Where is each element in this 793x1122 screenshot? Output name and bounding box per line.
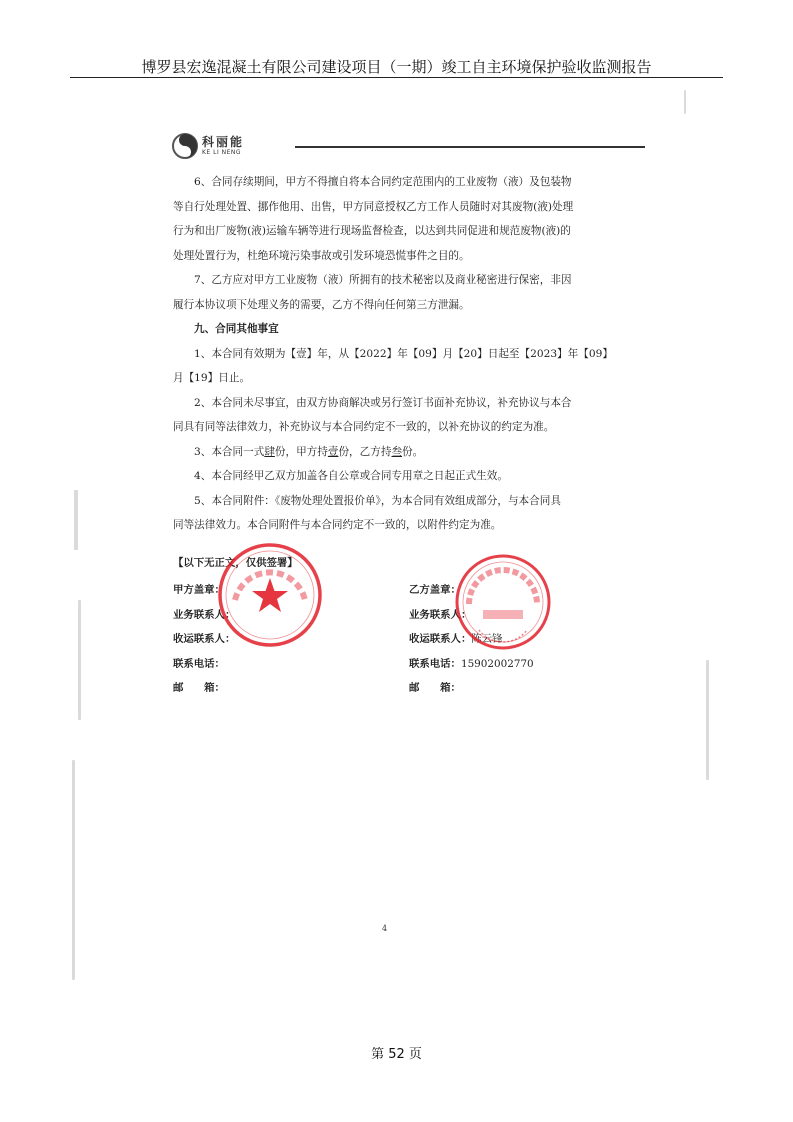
- party-b-phone-value: 15902002770: [460, 657, 534, 670]
- term-5-line-1: 5、本合同附件：《废物处理处置报价单》，为本合同有效组成部分，与本合同具: [194, 494, 561, 507]
- clause-7-line-1: 7、乙方应对甲方工业废物（液）所拥有的技术秘密以及商业秘密进行保密，非因: [194, 274, 572, 286]
- term-3-mid-1: 份，甲方持: [274, 445, 328, 458]
- term-2-line-1: 2、本合同未尽事宜，由双方协商解决或另行签订书面补充协议，补充协议与本合: [194, 396, 572, 409]
- report-page-number: 第 52 页: [371, 1047, 422, 1062]
- party-a-seal-label: 甲方盖章：: [173, 584, 225, 596]
- party-b-email-label: 邮 箱：: [409, 682, 461, 694]
- clause-6-line-4: 处理处置行为，杜绝环境污染事故或引发环境恐慌事件之目的。: [173, 249, 470, 262]
- contract-page-number: 4: [382, 924, 388, 933]
- party-b-collection-contact-value: 陈云锋: [471, 633, 503, 645]
- term-1-line-1: 1、本合同有效期为【壹】年，从【2022】年【09】月【20】日起至【2023】年【09】: [194, 347, 613, 360]
- party-a-email-label: 邮 箱：: [173, 682, 225, 694]
- party-b-collection-contact-label: 收运联系人：: [409, 633, 472, 645]
- scan-speckle: [706, 660, 709, 780]
- party-a-collection-contact-label: 收运联系人：: [173, 633, 236, 645]
- header-divider: [70, 77, 723, 78]
- contract-body: [173, 170, 618, 538]
- clause-6-line-1: 6、合同存续期间，甲方不得擅自将本合同约定范围内的工业废物（液）及包装物: [194, 176, 572, 188]
- party-b-email-row: [409, 676, 534, 701]
- party-a-business-contact-label: 业务联系人：: [173, 608, 236, 621]
- party-b-phone-row: [409, 652, 534, 677]
- signature-block: [173, 554, 643, 704]
- term-3-pre: 3、本合同一式: [194, 445, 265, 458]
- party-b-business-contact-label: 业务联系人：: [409, 608, 472, 621]
- logo-swirl-icon: [171, 132, 199, 160]
- party-b-seal-label: 乙方盖章：: [409, 584, 461, 596]
- party-a-phone-row: [173, 652, 235, 677]
- signature-heading: 【以下无正文，仅供签署】: [173, 557, 298, 569]
- term-3-post: 份。: [402, 445, 424, 458]
- term-4: 4、本合同经甲乙双方加盖各自公章或合同专用章之日起正式生效。: [194, 470, 508, 482]
- term-3-copies-a: 壹: [327, 445, 339, 458]
- clause-6-line-2: 等自行处理处置、挪作他用、出售，甲方同意授权乙方工作人员随时对其废物(液)处理: [173, 200, 574, 213]
- logo-chinese-name: 科丽能: [202, 135, 245, 149]
- party-a-phone-label: 联系电话：: [173, 657, 225, 670]
- report-header-title: 博罗县宏逸混凝土有限公司建设项目（一期）竣工自主环境保护验收监测报告: [141, 58, 652, 76]
- term-3-copies-b: 叁: [391, 445, 403, 458]
- scanned-contract-page: [165, 126, 645, 946]
- scan-speckle: [72, 760, 75, 980]
- term-3-mid-2: 份，乙方持: [338, 445, 392, 458]
- scan-speckle: [74, 490, 78, 550]
- logo-english-name: KE LI NENG: [202, 149, 242, 156]
- scan-speckle: [78, 600, 81, 720]
- scan-speckle: [684, 90, 686, 114]
- party-b-company-seal: [453, 552, 553, 652]
- term-5-line-2: 同等法律效力。本合同附件与本合同约定不一致的，以附件约定为准。: [173, 519, 502, 531]
- party-a-email-row: [173, 676, 235, 701]
- term-3-copies-total: 肆: [264, 445, 275, 458]
- clause-7-line-2: 履行本协议项下处理义务的需要，乙方不得向任何第三方泄漏。: [173, 298, 470, 311]
- letterhead-divider: [295, 146, 645, 148]
- party-b-phone-label: 联系电话：: [409, 657, 461, 670]
- party-a-company-seal: [215, 540, 325, 650]
- term-2-line-2: 同具有同等法律效力，补充协议与本合同约定不一致的，以补充协议的约定为准。: [173, 421, 555, 433]
- clause-6-line-3: 行为和出厂废物(液)运输车辆等进行现场监督检查，以达到共同促进和规范废物(液)的: [173, 225, 571, 237]
- company-logo: [171, 132, 291, 160]
- term-3: [173, 440, 618, 465]
- term-1-line-2: 月【19】日止。: [173, 372, 251, 384]
- section-9-heading: 九、合同其他事宜: [194, 323, 279, 335]
